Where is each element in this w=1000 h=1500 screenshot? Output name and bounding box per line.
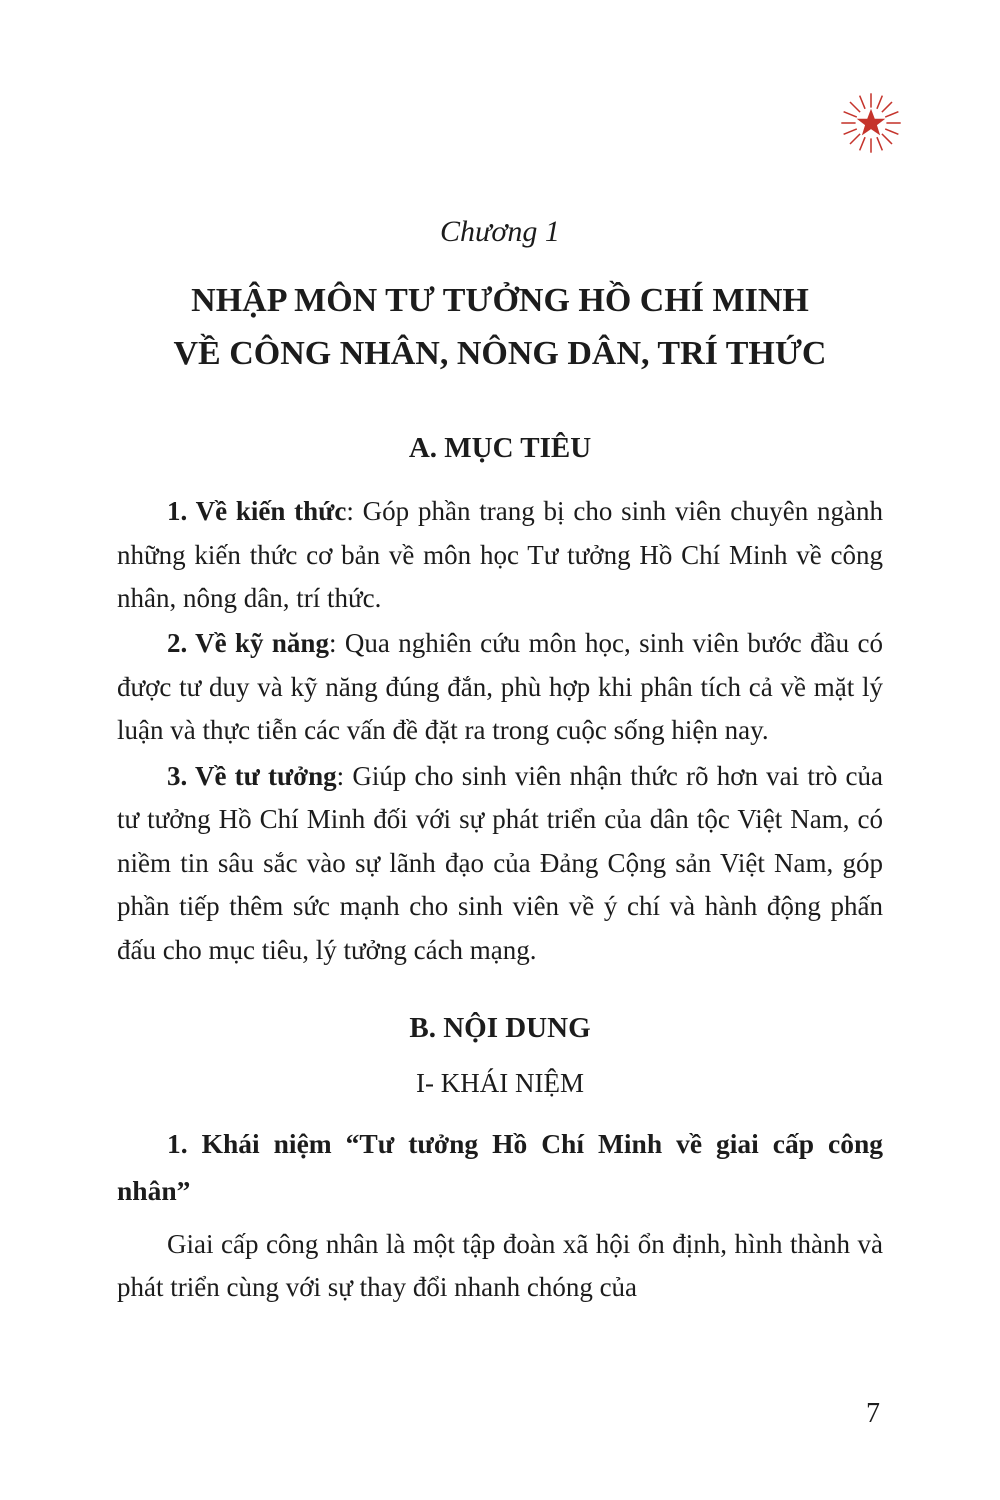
page-title — [117, 275, 883, 380]
body-paragraph: Giai cấp công nhân là một tập đoàn xã hội ổn định, hình thành và phát triển cùng với sự thay đổi nhanh chóng của — [117, 1228, 883, 1302]
numbered-heading: 1. Khái niệm “Tư tưởng Hồ Chí Minh về giai cấp công nhân” — [117, 1128, 883, 1206]
page-title-line-1: NHẬP MÔN TƯ TƯỞNG HỒ CHÍ MINH — [191, 282, 809, 319]
paragraph-kien-thuc-lead: 1. Về kiến thức — [167, 496, 347, 527]
paragraph-kien-thuc-text: : Góp phần trang bị cho sinh viên chuyên ngành những kiến thức cơ bản về môn học Tư tưởng Hồ Chí Minh về công nhân, nông dân, trí thức. — [117, 496, 883, 613]
page-content — [117, 0, 883, 1311]
page-title-line-2: VỀ CÔNG NHÂN, NÔNG DÂN, TRÍ THỨC — [173, 334, 827, 372]
paragraph-kien-thuc — [117, 490, 883, 620]
chapter-label: Chương 1 — [440, 215, 560, 248]
paragraph-tu-tuong-lead: 3. Về tư tưởng — [167, 760, 337, 791]
paragraph-ky-nang — [117, 622, 883, 752]
paragraph-tu-tuong — [117, 755, 883, 972]
section-a-heading: A. MỤC TIÊU — [408, 432, 592, 465]
section-b-heading: B. NỘI DUNG — [409, 1012, 591, 1045]
subsection-heading: I- KHÁI NIỆM — [416, 1067, 584, 1098]
paragraph-tu-tuong-text: : Giúp cho sinh viên nhận thức rõ hơn vai trò của tư tưởng Hồ Chí Minh đối với sự phát triển của dân tộc Việt Nam, có niềm tin sâu sắc vào sự lãnh đạo của Đảng Cộng sản Việt Nam, góp phần tiếp thêm sức mạnh cho sinh viên về ý chí và hành động phấn đấu cho mục tiêu, lý tưởng cách mạng. — [117, 760, 883, 965]
paragraph-ky-nang-text: : Qua nghiên cứu môn học, sinh viên bước đầu có được tư duy và kỹ năng đúng đắn, phù hợp khi phân tích cả về mặt lý luận và thực tiễn các vấn đề đặt ra trong cuộc sống hiện nay. — [117, 628, 883, 746]
page-number: 7 — [866, 1398, 880, 1429]
paragraph-ky-nang-lead: 2. Về kỹ năng — [167, 628, 329, 659]
